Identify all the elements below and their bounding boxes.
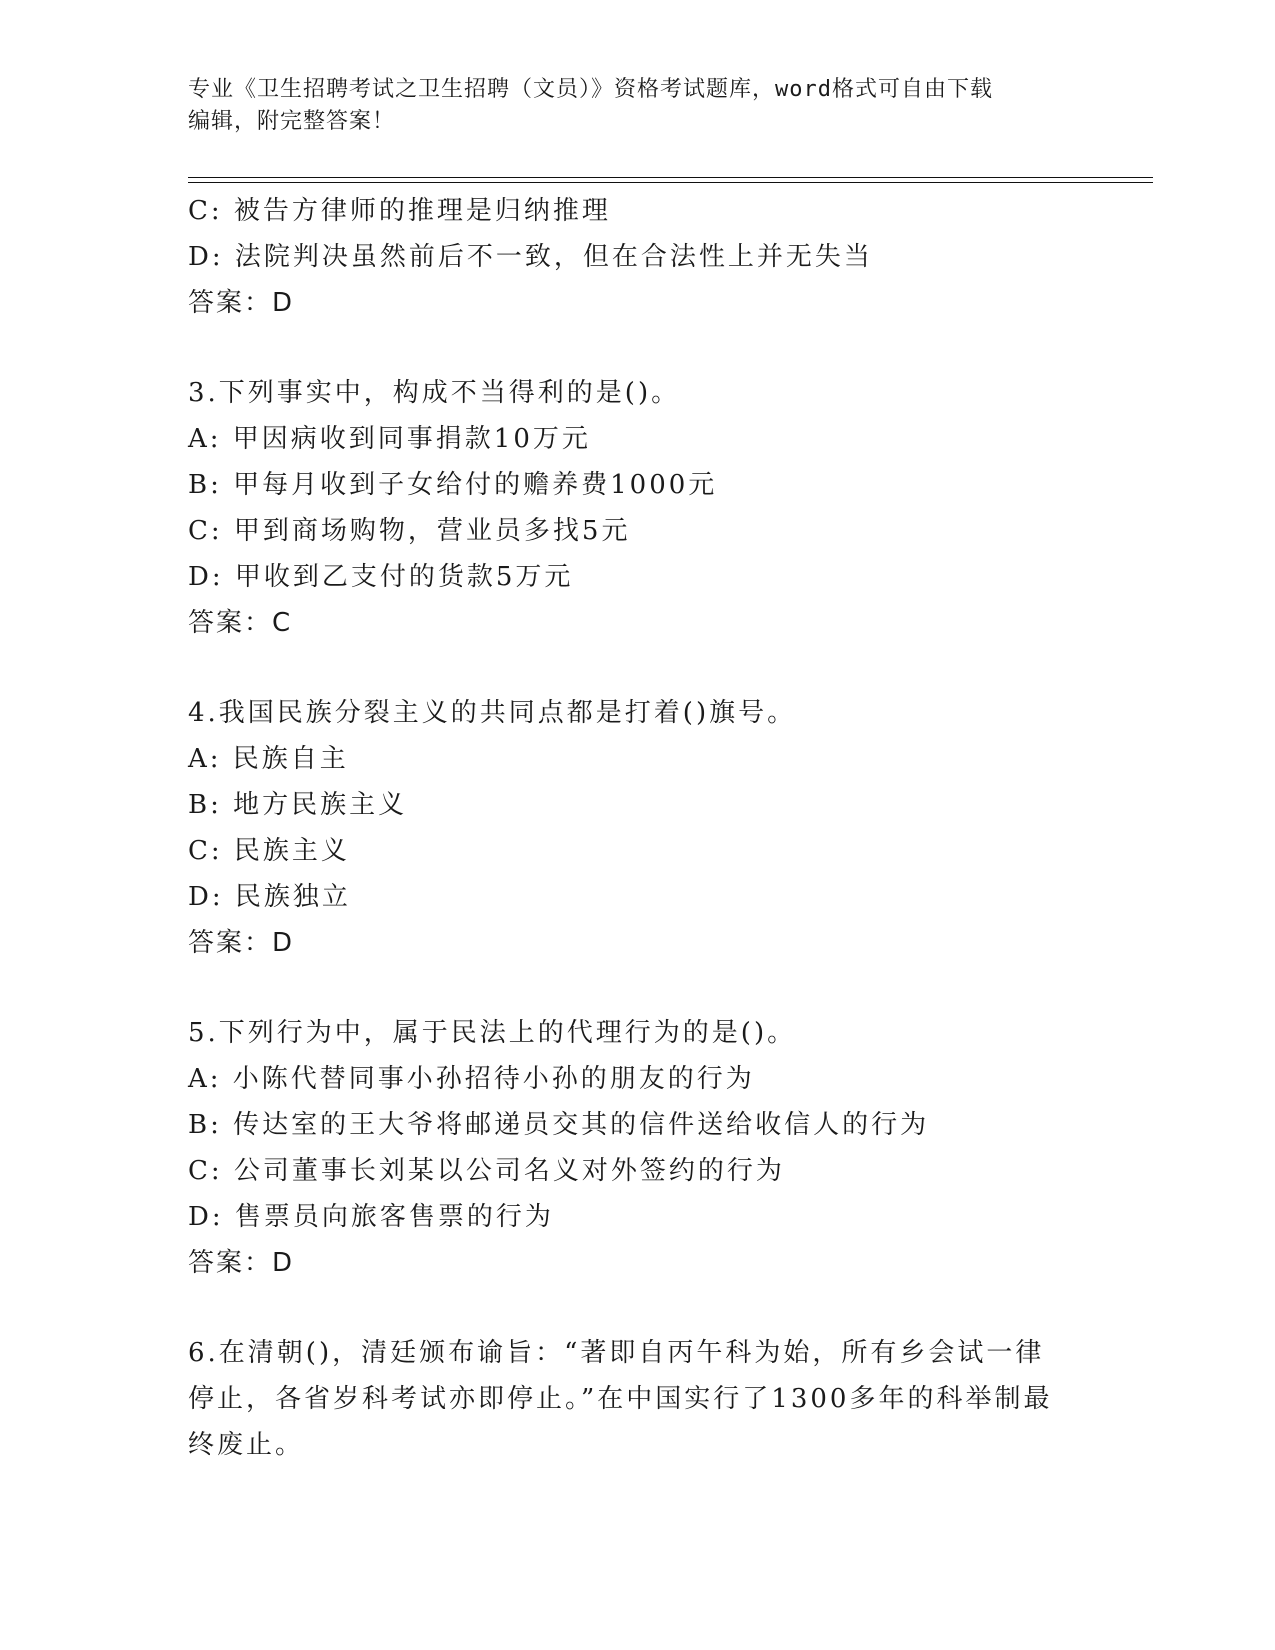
- question-text-line-2: 停止，各省岁科考试亦即停止。”在中国实行了1300多年的科举制最: [188, 1384, 1053, 1414]
- option-d: D: 售票员向旅客售票的行为: [188, 1202, 554, 1232]
- header-line-1: 专业《卫生招聘考试之卫生招聘（文员）》资格考试题库，word格式可自由下载: [188, 77, 993, 102]
- header-divider-top: [188, 177, 1153, 178]
- option-c: C: 甲到商场购物，营业员多找5元: [188, 516, 631, 546]
- option-a: A: 民族自主: [188, 744, 349, 774]
- question-3: [188, 370, 1153, 646]
- option-b: B: 地方民族主义: [188, 790, 408, 820]
- question-text-line-3: 终废止。: [188, 1430, 305, 1460]
- option-d: D: 民族独立: [188, 882, 351, 912]
- option-a: A: 甲因病收到同事捐款10万元: [188, 424, 591, 454]
- option-c: C: 民族主义: [188, 836, 350, 866]
- question-list: [188, 188, 1153, 1468]
- option-b: B: 甲每月收到子女给付的赡养费1000元: [188, 470, 718, 500]
- question-5: [188, 1010, 1153, 1286]
- question-4: [188, 690, 1153, 966]
- answer: 答案：D: [188, 928, 295, 958]
- option-d: D: 甲收到乙支付的货款5万元: [188, 562, 574, 592]
- answer: 答案：C: [188, 608, 293, 638]
- option-b: B: 传达室的王大爷将邮递员交其的信件送给收信人的行为: [188, 1110, 930, 1140]
- header-line-2: 编辑，附完整答案！: [188, 109, 396, 134]
- answer: 答案：D: [188, 1248, 295, 1278]
- answer: 答案：D: [188, 288, 295, 318]
- question-text: 3.下列事实中，构成不当得利的是()。: [188, 378, 681, 408]
- option-d: D: 法院判决虽然前后不一致，但在合法性上并无失当: [188, 242, 873, 272]
- option-c: C: 被告方律师的推理是归纳推理: [188, 196, 611, 226]
- question-6: [188, 1330, 1153, 1468]
- header-divider-bottom: [188, 182, 1153, 183]
- question-text: 4.我国民族分裂主义的共同点都是打着()旗号。: [188, 698, 797, 728]
- question-text: 5.下列行为中，属于民法上的代理行为的是()。: [188, 1018, 797, 1048]
- question-text-line-1: 6.在清朝()，清廷颁布谕旨：“著即自丙午科为始，所有乡会试一律: [188, 1338, 1045, 1368]
- option-a: A: 小陈代替同事小孙招待小孙的朋友的行为: [188, 1064, 755, 1094]
- option-c: C: 公司董事长刘某以公司名义对外签约的行为: [188, 1156, 785, 1186]
- question-2-continued: [188, 188, 1153, 326]
- document-header: [188, 74, 1088, 138]
